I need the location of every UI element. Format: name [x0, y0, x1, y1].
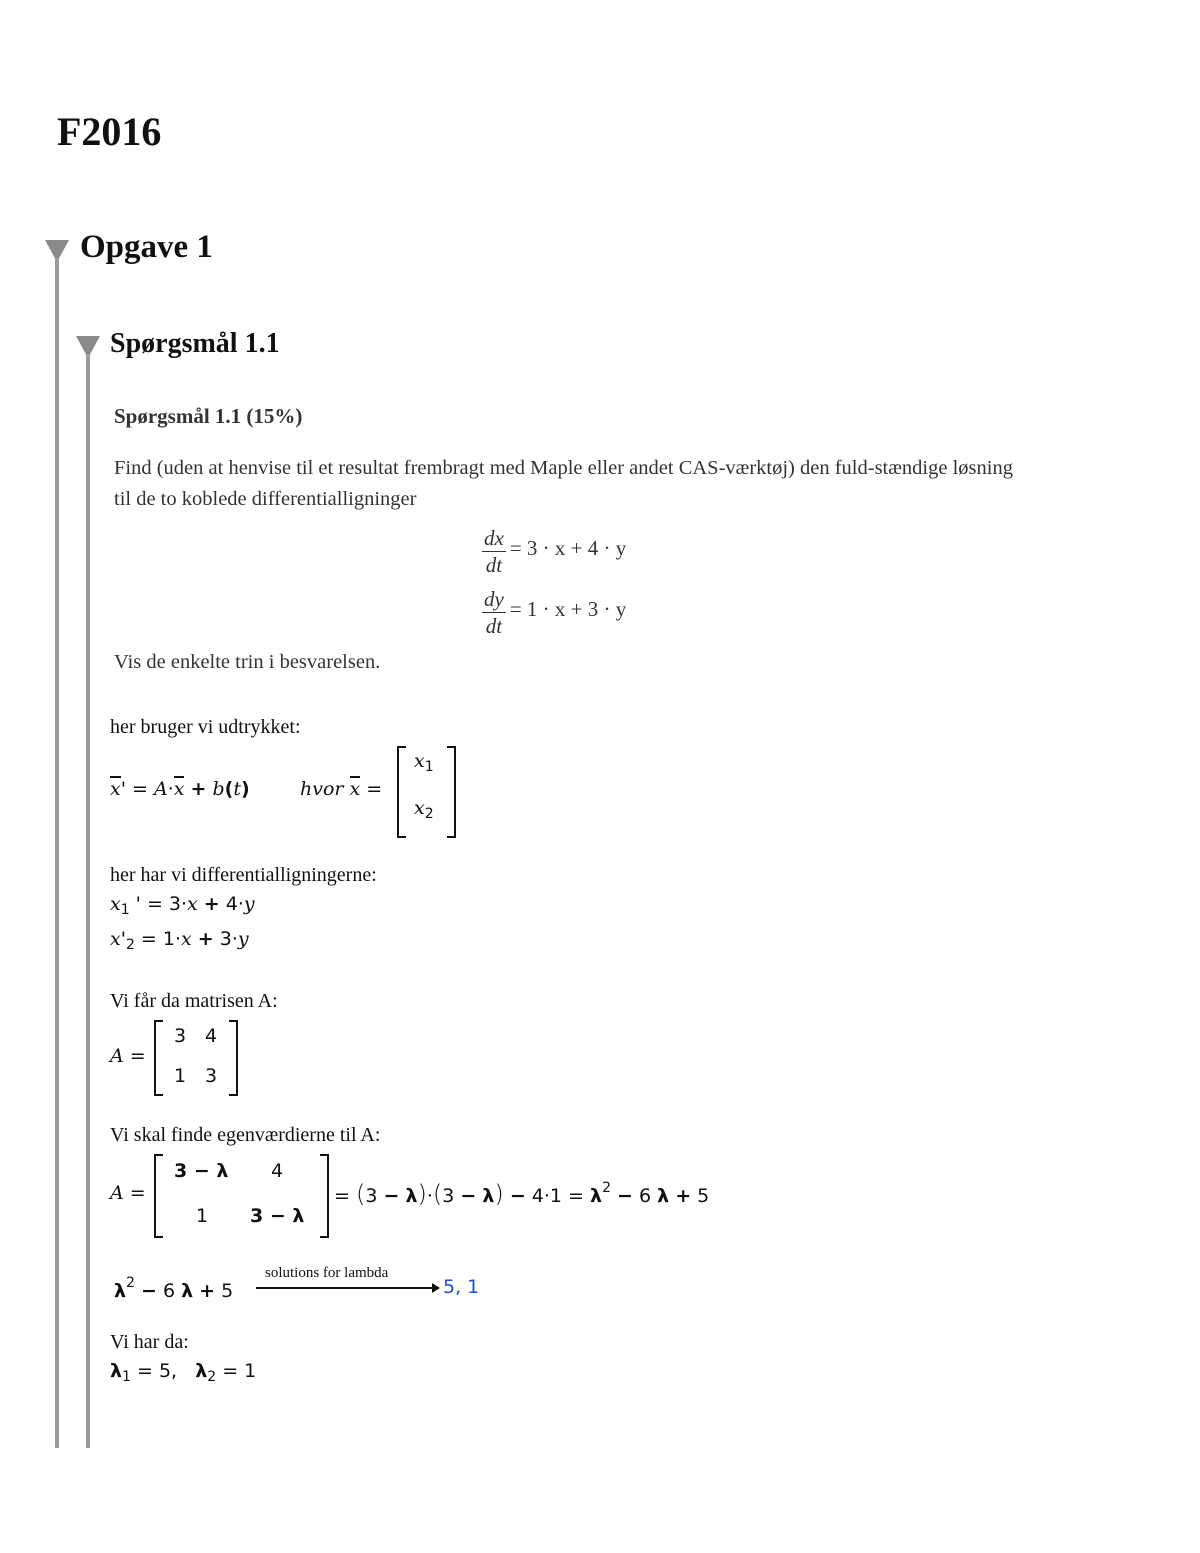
- vector-entry: $x_1$: [414, 750, 434, 775]
- matrix-a-left-bracket: [154, 1020, 163, 1096]
- ode-2[interactable]: $x'_2 = 1\cdot x + 3\cdot y$: [110, 928, 249, 953]
- char-matrix-cell: 1: [196, 1205, 209, 1227]
- subsection-heading: Spørgsmål 1.1: [110, 328, 280, 359]
- task-text: Find (uden at henvise til et resultat frembragt med Maple eller andet CAS-værktøj) den fuld-stændige løsning til de to koblede differentialligninger: [114, 457, 1013, 510]
- eigenvalues-result[interactable]: $\lambda_1 = 5$, $\lambda_2 = 1$: [110, 1360, 257, 1385]
- eq1-numerator: dx: [484, 526, 504, 550]
- matrix-a-cell: 3: [205, 1065, 218, 1087]
- eq2-numerator: dy: [484, 587, 504, 611]
- vector-definition[interactable]: hvor x =: [300, 778, 383, 800]
- vector-right-bracket: [447, 746, 456, 838]
- intro-text: her bruger vi udtrykket:: [110, 716, 301, 738]
- system-label: her har vi differentialligningerne:: [110, 864, 377, 886]
- char-matrix-right-bracket: [320, 1154, 329, 1238]
- eq2-rhs: = 1 · x + 3 · y: [509, 597, 627, 622]
- char-matrix-cell: 3 − λ: [250, 1205, 305, 1227]
- result-label: Vi har da:: [110, 1331, 189, 1353]
- subsection-fold-bar[interactable]: [86, 354, 90, 1448]
- ode-1[interactable]: $x_1$ ' = 3·x + 4·y: [110, 893, 255, 918]
- matrix-a-lhs: A =: [110, 1045, 146, 1067]
- vector-left-bracket: [397, 746, 406, 838]
- matrix-a-cell: 3: [174, 1025, 187, 1047]
- solve-result[interactable]: 5, 1: [443, 1276, 480, 1298]
- task-equation-1: [482, 525, 626, 578]
- char-matrix-left-bracket: [154, 1154, 163, 1238]
- matrix-a-cell: 1: [174, 1065, 187, 1087]
- section-heading: Opgave 1: [80, 229, 213, 265]
- solve-annotation: solutions for lambda: [265, 1265, 389, 1281]
- matrix-a-cell: 4: [205, 1025, 218, 1047]
- task-footer: Vis de enkelte trin i besvarelsen.: [114, 651, 381, 673]
- document-title: F2016: [57, 109, 162, 154]
- matrix-label: Vi får da matrisen A:: [110, 990, 278, 1012]
- solve-expression[interactable]: $\lambda^2 - 6$ λ + 5: [114, 1275, 234, 1302]
- char-matrix-cell: 3 − λ: [174, 1160, 229, 1182]
- eq1-denominator: dt: [485, 553, 503, 577]
- char-polynomial[interactable]: = $(3 - \lambda)\cdot(3 - \lambda) - 4\cdot 1 = \lambda^2 - 6$ λ + 5: [334, 1180, 710, 1208]
- eq1-rhs: = 3 · x + 4 · y: [509, 536, 627, 561]
- eq2-denominator: dt: [485, 614, 503, 638]
- eigen-label: Vi skal finde egenværdierne til A:: [110, 1124, 381, 1146]
- task-equation-2: [482, 586, 626, 639]
- section-fold-bar[interactable]: [55, 258, 59, 1448]
- solve-arrow-icon: [256, 1281, 440, 1295]
- vector-entry: $x_2$: [414, 797, 434, 822]
- matrix-a-right-bracket: [229, 1020, 238, 1096]
- task-title: Spørgsmål 1.1 (15%): [114, 404, 303, 428]
- char-matrix-lhs: A =: [110, 1182, 146, 1204]
- char-matrix-cell: 4: [271, 1160, 284, 1182]
- system-equation[interactable]: x' = A·x + b(t): [110, 778, 250, 800]
